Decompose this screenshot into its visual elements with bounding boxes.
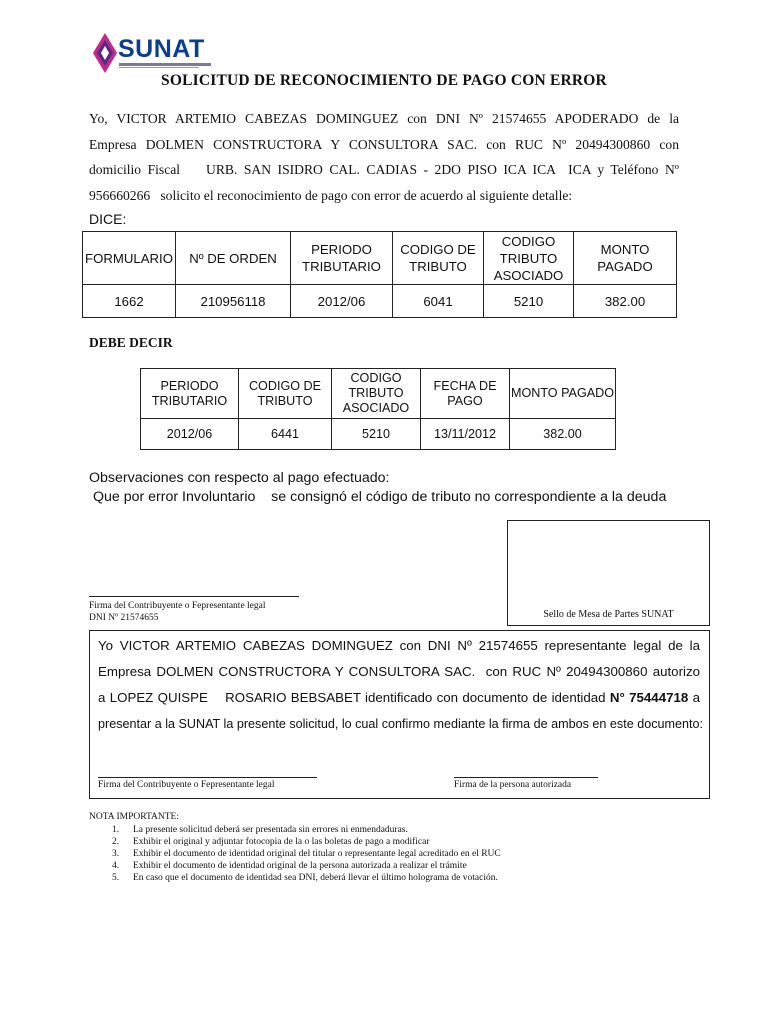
intro-line: domicilio Fiscal URB. SAN ISIDRO CAL. CADIAS - 2DO PISO ICA ICA ICA y Teléfono Nº [89,162,679,177]
table-header-cell: CODIGO DE TRIBUTO [393,232,484,285]
signature-line [454,777,598,778]
list-item [112,836,501,848]
table-cell: 13/11/2012 [421,419,510,450]
table-header-cell: CODIGO DE TRIBUTO [239,369,332,419]
intro-line: Yo, VICTOR ARTEMIO CABEZAS DOMINGUEZ con DNI Nº 21574655 APODERADO de la [89,111,679,126]
table-header-row [83,232,677,285]
table-header-cell: MONTO PAGADO [574,232,677,285]
list-item [112,872,501,884]
dice-table [82,231,677,318]
autorizacion-text [98,633,704,737]
debe-decir-table [140,368,616,450]
table-header-cell: FORMULARIO [83,232,176,285]
table-header-cell: CODIGO TRIBUTO ASOCIADO [484,232,574,285]
table-header-cell: PERIODO TRIBUTARIO [291,232,393,285]
dice-label: DICE: [89,211,127,227]
observaciones-section [89,469,689,507]
list-item [112,860,501,872]
list-item-text: La presente solicitud deberá ser presentada sin errores ni enmendaduras. [133,825,408,835]
table-cell: 2012/06 [141,419,239,450]
list-item-text: Exhibir el original y adjuntar fotocopia de la o las boletas de pago a modificar [133,837,430,847]
table-row [83,285,677,318]
list-item-number: 4. [112,861,120,871]
autorizacion-line: Yo VICTOR ARTEMIO CABEZAS DOMINGUEZ con DNI Nº 21574655 representante legal de la [98,638,700,653]
table-cell: 382.00 [574,285,677,318]
autorizacion-text-part: a [688,690,700,705]
observaciones-label: Observaciones con respecto al pago efectuado: [89,470,390,486]
logo-text: SUNAT [118,35,205,63]
firma-contribuyente [89,600,266,624]
table-row [141,419,616,450]
observaciones-text: Que por error Involuntario se consignó el código de tributo no correspondiente a la deuda [89,489,667,505]
nota-list [112,824,501,884]
autorizacion-text-part: a LOPEZ QUISPE ROSARIO BEBSABET identificado con documento de identidad [98,690,610,705]
list-item-number: 1. [112,825,120,835]
list-item-text: En caso que el documento de identidad sea DNI, deberá llevar el último holograma de votación. [133,873,498,883]
list-item-number: 2. [112,837,120,847]
table-header-cell: Nº DE ORDEN [176,232,291,285]
intro-line: 956660266 solicito el reconocimiento de pago con error de acuerdo al siguiente detalle: [89,187,573,203]
list-item-number: 5. [112,873,120,883]
nota-title: NOTA IMPORTANTE: [89,812,180,822]
firma-contribuyente-label: Firma del Contribuyente o Fepresentante legal [89,601,266,611]
intro-line: Empresa DOLMEN CONSTRUCTORA Y CONSULTORA SAC. con RUC Nº 20494300860 con [89,136,679,152]
list-item [112,824,501,836]
table-cell: 6441 [239,419,332,450]
firma-contribuyente-dni: DNI Nº 21574655 [89,613,159,623]
page-title: SOLICITUD DE RECONOCIMIENTO DE PAGO CON ERROR [161,72,607,89]
list-item [112,848,501,860]
intro-paragraph [89,106,679,208]
list-item-text: Exhibir el documento de identidad original del titular o representante legal acreditado en el RUC [133,849,501,859]
table-cell: 382.00 [510,419,616,450]
table-cell: 1662 [83,285,176,318]
dni-autorizado: N° 75444718 [609,690,689,705]
autorizacion-line: Empresa DOLMEN CONSTRUCTORA Y CONSULTORA SAC. con RUC Nº 20494300860 autorizo [98,664,700,679]
logo-tagline-bar-2 [119,67,199,68]
table-cell: 5210 [332,419,421,450]
table-cell: 2012/06 [291,285,393,318]
signature-line [98,777,317,778]
list-item-number: 3. [112,849,120,859]
sunat-logo [92,32,214,74]
debe-decir-label: DEBE DECIR [89,335,173,350]
firma-autorizada-label: Firma de la persona autorizada [454,780,572,790]
table-cell: 210956118 [176,285,291,318]
autorizacion-line: presentar a la SUNAT la presente solicitud, lo cual confirmo mediante la firma de ambos en este documento: [98,717,704,731]
table-header-cell: MONTO PAGADO [510,369,616,419]
list-item-text: Exhibir el documento de identidad original de la persona autorizada a realizar el trámite [133,861,467,871]
sello-label: Sello de Mesa de Partes SUNAT [543,609,674,620]
signature-line [89,596,299,597]
autorizacion-line-3 [98,685,700,711]
sunat-diamond-icon [92,32,118,74]
table-cell: 6041 [393,285,484,318]
table-header-cell: CODIGO TRIBUTO ASOCIADO [332,369,421,419]
table-header-cell: FECHA DE PAGO [421,369,510,419]
table-header-cell: PERIODO TRIBUTARIO [141,369,239,419]
table-cell: 5210 [484,285,574,318]
logo-tagline-bar [119,63,211,66]
firma-contribuyente-label-2: Firma del Contribuyente o Fepresentante legal [98,780,275,790]
table-header-row [141,369,616,419]
